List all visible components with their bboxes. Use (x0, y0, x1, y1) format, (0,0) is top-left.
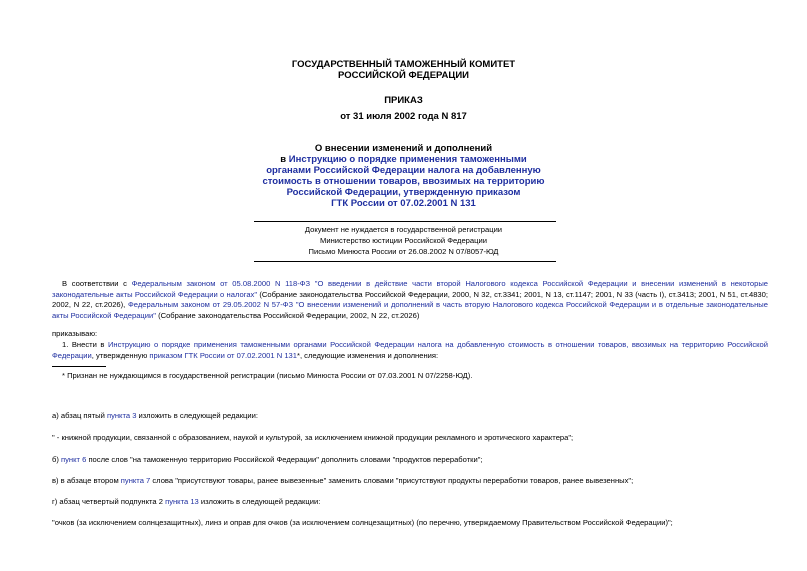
instruction-link[interactable]: Инструкцию о порядке применения таможенными органами Российской Федерации налога на добавленную стоимость в отношении товаров, ввозимых на территорию Российской Федерации (52, 340, 768, 360)
footnote: * Признан не нуждающимся в государственной регистрации (письмо Минюста России от 07.03.2001 N 07/2258-ЮД). (62, 371, 473, 380)
org-title-line2: РОССИЙСКОЙ ФЕДЕРАЦИИ (337, 70, 469, 81)
divider-bottom (254, 261, 556, 262)
registration-line1: Документ не нуждается в государственной регистрации (304, 225, 503, 234)
doc-type: ПРИКАЗ (384, 95, 423, 106)
point-6-link[interactable]: пункт 6 (61, 455, 87, 464)
item-g-quote: "очков (за исключением солнцезащитных), линз и оправ для очков (за исключением солнцезащитных) (по перечню, утверждаемому Правительством Российской Федерации)"; (52, 518, 673, 527)
law-118-link[interactable]: Федеральным законом от 05.08.2000 N 118-ФЗ "О введении в действие части второй Налогового кодекса Российской Федерации и внесении изменений в некоторые законодательные акты Российской Федерации о налогах" (52, 279, 769, 299)
item-a: а) абзац пятый пункта 3 изложить в следующей редакции: (52, 411, 258, 420)
item-a-quote: " - книжной продукции, связанной с образованием, наукой и культурой, за исключением книжной продукции рекламного и эротического характера"; (52, 433, 574, 442)
orders-label: приказываю: (52, 329, 98, 338)
item-b: б) пункт 6 после слов "на таможенную территорию Российской Федерации" дополнить словами "продуктов переработки"; (52, 455, 483, 464)
title-line4[interactable]: стоимость в отношении товаров, ввозимых на территорию (262, 176, 545, 187)
org-title-line1: ГОСУДАРСТВЕННЫЙ ТАМОЖЕННЫЙ КОМИТЕТ (291, 59, 516, 70)
title-line1: О внесении изменений и дополнений (314, 143, 493, 154)
law-57-link[interactable]: Федеральным законом от 29.05.2002 N 57-ФЗ "О внесении изменений и дополнений в часть вторую Налогового кодекса Российской Федерации и в отдельные законодательные акты Российской Федерации" (52, 300, 768, 320)
footnote-divider (52, 366, 106, 367)
point-13-link[interactable]: пункта 13 (165, 497, 199, 506)
registration-line3: Письмо Минюста России от 26.08.2002 N 07/8057-ЮД (308, 247, 499, 256)
item-v: в) в абзаце втором пункта 7 слова "присутствуют товары, ранее вывезенные" заменить словами "присутствуют продукты переработки товаров, ранее вывезенных"; (52, 476, 634, 485)
title-line2: в Инструкцию о порядке применения таможенными (280, 154, 527, 165)
title-line5[interactable]: Российской Федерации, утвержденную приказом (286, 187, 521, 198)
preamble-paragraph: В соответствии с Федеральным законом от 05.08.2000 N 118-ФЗ "О введении в действие части второй Налогового кодекса Российской Федерации и внесении изменений в некоторые законодательные акты Российской Федерации о налогах" (Собрание законодательства Российской Федерации, 2000, N 32, ст.3341; 2001, N 13, ст.1147; 2001, N 33 (часть I), ст.3413; 2001, N 51, ст.4830; 2002, N 22, ст.2026), Федеральным законом от 29.05.2002 N 57-ФЗ "О внесении изменений и дополнений в часть вторую Налогового кодекса Российской Федерации и в отдельные законодательные акты Российской Федерации" (Собрание законодательства Российской Федерации, 2002, N 22, ст.2026) (52, 279, 769, 320)
item1-paragraph: 1. Внести в Инструкцию о порядке применения таможенными органами Российской Федерации налога на добавленную стоимость в отношении товаров, ввозимых на территорию Российской Федерации, утвержденную приказом ГТК России от 07.02.2001 N 131*, следующие изменения и дополнения: (52, 340, 768, 360)
divider-top (254, 221, 556, 222)
title-instruction-link[interactable]: Инструкцию о порядке применения таможенными (288, 154, 527, 165)
title-line3[interactable]: органами Российской Федерации налога на добавленную (266, 165, 541, 176)
point-3-link[interactable]: пункта 3 (106, 411, 137, 420)
item-g: г) абзац четвертый подпункта 2 пункта 13 изложить в следующей редакции: (52, 497, 321, 506)
order-131-link[interactable]: приказом ГТК России от 07.02.2001 N 131 (149, 350, 297, 360)
title-line6[interactable]: ГТК России от 07.02.2001 N 131 (331, 198, 476, 209)
point-7-link[interactable]: пункта 7 (120, 476, 151, 485)
registration-line2: Министерство юстиции Российской Федерации (320, 236, 487, 245)
doc-date-number: от 31 июля 2002 года N 817 (340, 111, 467, 122)
